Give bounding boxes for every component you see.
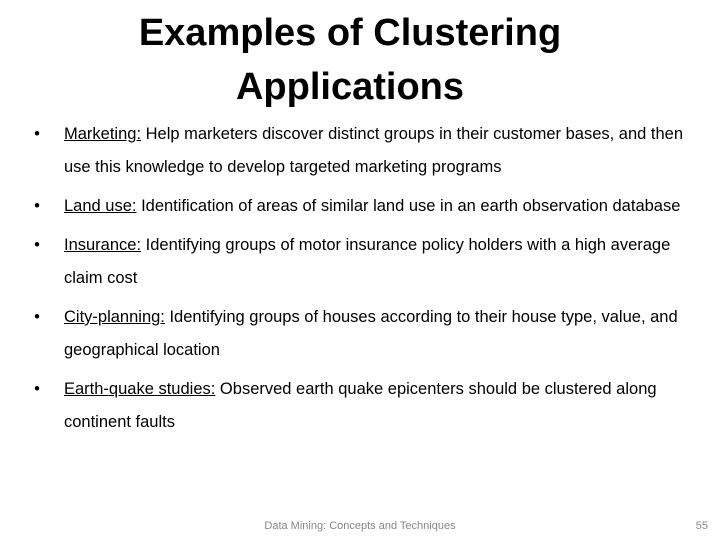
slide-title-line-1: Examples of Clustering — [138, 12, 562, 54]
bullet-item-land-use — [30, 190, 700, 223]
bullet-dot-icon: • — [34, 125, 40, 143]
bullet-term: Insurance: — [64, 236, 142, 254]
bullet-dot-icon: • — [34, 308, 40, 326]
footer-source: Data Mining: Concepts and Techniques — [264, 520, 456, 532]
bullet-text: Identifying groups of houses according to their house type, value, and geographical location — [64, 308, 678, 359]
bullet-text: Identification of areas of similar land use in an earth observation database — [136, 197, 681, 215]
bullet-text: Help marketers discover distinct groups in their customer bases, and then use this knowledge to develop targeted marketing programs — [64, 125, 684, 176]
bullet-term: Land use: — [64, 197, 137, 215]
slide-title-line-2: Applications — [235, 66, 465, 108]
bullet-dot-icon: • — [34, 380, 40, 398]
page-number: 55 — [695, 520, 708, 532]
bullet-list — [30, 118, 700, 445]
bullet-item-insurance — [30, 229, 700, 295]
bullet-item-city-planning — [30, 301, 700, 367]
bullet-text: Observed earth quake epicenters should be clustered along continent faults — [64, 380, 657, 431]
slide-title — [60, 6, 640, 114]
bullet-item-earthquake-studies — [30, 373, 700, 439]
bullet-item-marketing — [30, 118, 700, 184]
bullet-term: Earth-quake studies: — [64, 380, 216, 398]
bullet-term: City-planning: — [64, 308, 165, 326]
bullet-dot-icon: • — [34, 197, 40, 215]
bullet-term: Marketing: — [64, 125, 142, 143]
bullet-text: Identifying groups of motor insurance policy holders with a high average claim cost — [64, 236, 671, 287]
bullet-dot-icon: • — [34, 236, 40, 254]
